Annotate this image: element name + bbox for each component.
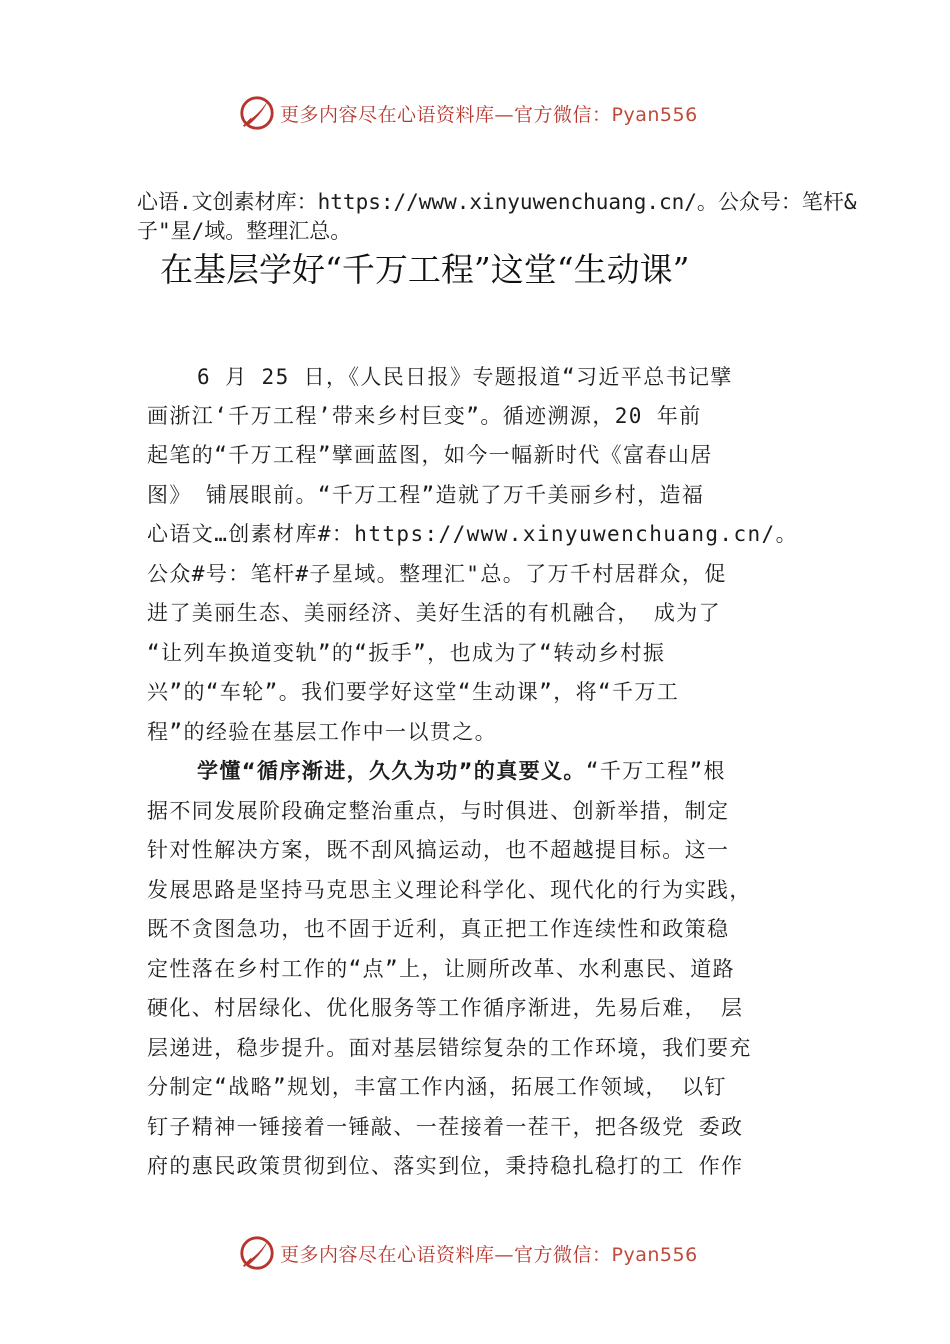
body-line: 既不贪图急功，也不固于近利，真正把工作连续性和政策稳	[147, 917, 730, 941]
section-heading: 学懂“循序渐进，久久为功”的真要义。	[197, 759, 586, 783]
body-line: 程”的经验在基层工作中一以贯之。	[147, 720, 498, 744]
body-line: 图》 铺展眼前。“千万工程”造就了万千美丽乡村，造福	[147, 483, 705, 507]
header-banner	[0, 92, 950, 136]
banner-slogan: 更多内容尽在心语资料库—官方微信：	[280, 1244, 612, 1266]
article-title: 在基层学好“千万工程”这堂“生动课”	[160, 250, 690, 289]
wechat-id: Pyan556	[611, 104, 698, 126]
body-line: 定性落在乡村工作的“点”上，让厕所改革、水利惠民、道路	[147, 957, 736, 981]
source-note: 心语.文创素材库：https://www.xinyuwenchuang.cn/。公众号：笔杆&子"星/域。整理汇总。	[137, 190, 857, 243]
banner-text	[280, 1240, 698, 1267]
body-line: 兴”的“车轮”。我们要学好这堂“生动课”，将“千万工	[147, 680, 680, 704]
body-line: 硬化、村居绿化、优化服务等工作循序渐进，先易后难， 层	[147, 996, 744, 1020]
body-line: 6 月 25 日，《人民日报》专题报道“习近平总书记擘	[197, 365, 733, 389]
body-line: 发展思路是坚持马克思主义理论科学化、现代化的行为实践，	[147, 878, 752, 902]
wechat-id: Pyan556	[611, 1244, 698, 1266]
banner-text	[280, 100, 698, 127]
body-line: 画浙江‘千万工程’带来乡村巨变”。循迹溯源，20 年前	[147, 404, 702, 428]
body-line: 起笔的“千万工程”擘画蓝图，如今一幅新时代《富春山居	[147, 443, 713, 467]
body-line: 府的惠民政策贯彻到位、落实到位，秉持稳扎稳打的工 作作	[147, 1154, 744, 1178]
body-line: 心语文…创素材库#：https://www.xinyuwenchuang.cn/。	[147, 522, 798, 546]
body-line: 公众#号：笔杆#子星域。整理汇"总。了万千村居群众，促	[147, 562, 727, 586]
body-line	[197, 756, 726, 786]
banner-slogan: 更多内容尽在心语资料库—官方微信：	[280, 104, 612, 126]
body-line: 层递进，稳步提升。面对基层错综复杂的工作环境，我们要充	[147, 1036, 752, 1060]
body-line: 进了美丽生态、美丽经济、美好生活的有机融合， 成为了	[147, 601, 722, 625]
body-line: 针对性解决方案，既不刮风搞运动，也不超越提目标。这一	[147, 838, 730, 862]
footer-banner	[0, 1232, 950, 1276]
quill-logo-icon	[238, 1234, 276, 1272]
quill-logo-icon	[238, 94, 276, 132]
body-line: “让列车换道变轨”的“扳手”，也成为了“转动乡村振	[147, 641, 666, 665]
heading-tail: “千万工程”根	[585, 759, 726, 783]
body-line: 钉子精神一锤接着一锤敲、一茬接着一茬干，把各级党 委政	[147, 1115, 744, 1139]
body-line: 据不同发展阶段确定整治重点，与时俱进、创新举措，制定	[147, 799, 730, 823]
body-line: 分制定“战略”规划，丰富工作内涵，拓展工作领域， 以钉	[147, 1075, 727, 1099]
